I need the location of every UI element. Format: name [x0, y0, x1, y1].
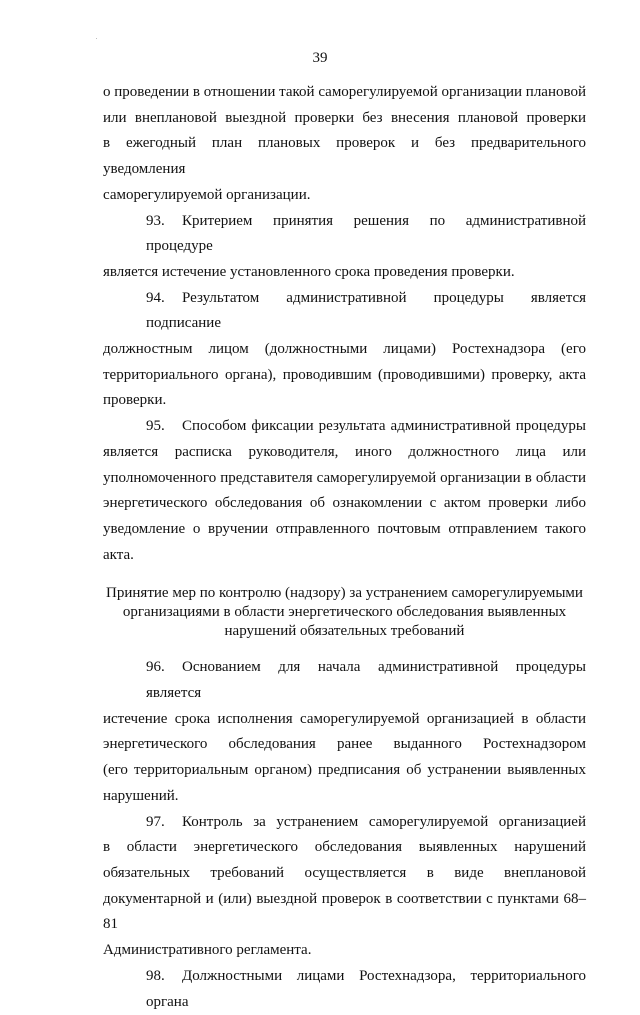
- heading-line: организациями в области энергетического обследования выявленных: [122, 604, 567, 621]
- paragraph-96: [103, 655, 586, 809]
- paragraph-97: [103, 810, 586, 964]
- text-line: истечение срока исполнения саморегулируемой организацией в области: [103, 710, 586, 727]
- paragraph-number: 94.: [146, 289, 165, 306]
- text-line: [103, 286, 586, 337]
- text-line: или внеплановой выездной проверки без внесения плановой проверки: [103, 109, 586, 126]
- text-line: энергетического обследования ранее выданного Ростехнадзором: [103, 736, 586, 753]
- text-line: проверки.: [103, 392, 167, 409]
- text-line: [103, 209, 586, 260]
- paragraph-93: [103, 209, 586, 286]
- text-line: является истечение установленного срока проведения проверки.: [103, 263, 515, 280]
- paragraph-number: 96.: [146, 659, 165, 676]
- text-line: территориального органа), проводившим (проводившими) проверку, акта: [103, 366, 586, 383]
- page-number: 39: [312, 50, 328, 66]
- text-line: [103, 964, 586, 1015]
- text-fragment: Результатом административной процедуры является подписание: [146, 289, 586, 332]
- text-line: уведомление о вручении отправленного почтовым отправлением такого акта.: [103, 520, 586, 563]
- text-line: (его территориальным органом) предписания об устранении выявленных: [103, 762, 586, 779]
- section-heading: [103, 584, 586, 641]
- text-line: является расписка руководителя, иного должностного лица или: [103, 443, 586, 460]
- heading-line: Принятие мер по контролю (надзору) за устранением саморегулируемыми: [106, 585, 583, 602]
- text-line: должностным лицом (должностными лицами) Ростехнадзора (его: [103, 341, 586, 358]
- text-fragment: Критерием принятия решения по административной процедуре: [146, 212, 586, 255]
- text-line: [103, 655, 586, 706]
- text-line: [103, 414, 586, 440]
- text-fragment: Контроль за устранением саморегулируемой организацией: [182, 813, 586, 830]
- text-line: энергетического обследования об ознакомлении с актом проверки либо: [103, 495, 586, 512]
- text-line: [103, 810, 586, 836]
- text-line: о проведении в отношении такой саморегулируемой организации плановой: [103, 84, 586, 100]
- heading-line: нарушений обязательных требований: [224, 623, 465, 640]
- paragraph-94: [103, 286, 586, 415]
- paragraph-number: 97.: [146, 813, 165, 830]
- text-fragment: Способом фиксации результата административной процедуры: [182, 418, 586, 435]
- text-line: саморегулируемой организации.: [103, 186, 311, 203]
- text-fragment: Должностными лицами Ростехнадзора, территориального органа: [146, 967, 586, 1010]
- paragraph-number: 93.: [146, 212, 165, 229]
- text-line: обязательных требований осуществляется в виде внеплановой: [103, 864, 586, 881]
- paragraph-continuation: [103, 80, 586, 209]
- text-line: документарной и (или) выездной проверок в соответствии с пунктами 68–81: [103, 890, 586, 933]
- paragraph-number: 98.: [146, 967, 165, 984]
- text-line: уполномоченного представителя саморегулируемой организации в области: [103, 469, 586, 486]
- document-body: [103, 80, 586, 1015]
- scan-speck: [96, 38, 97, 39]
- text-fragment: Основанием для начала административной процедуры является: [146, 659, 586, 702]
- paragraph-number: 95.: [146, 418, 165, 435]
- paragraph-98: [103, 964, 586, 1015]
- text-line: нарушений.: [103, 787, 179, 804]
- text-line: в области энергетического обследования выявленных нарушений: [103, 839, 586, 856]
- text-line: в ежегодный план плановых проверок и без предварительного уведомления: [103, 135, 586, 178]
- text-line: Административного регламента.: [103, 942, 312, 959]
- paragraph-95: [103, 414, 586, 568]
